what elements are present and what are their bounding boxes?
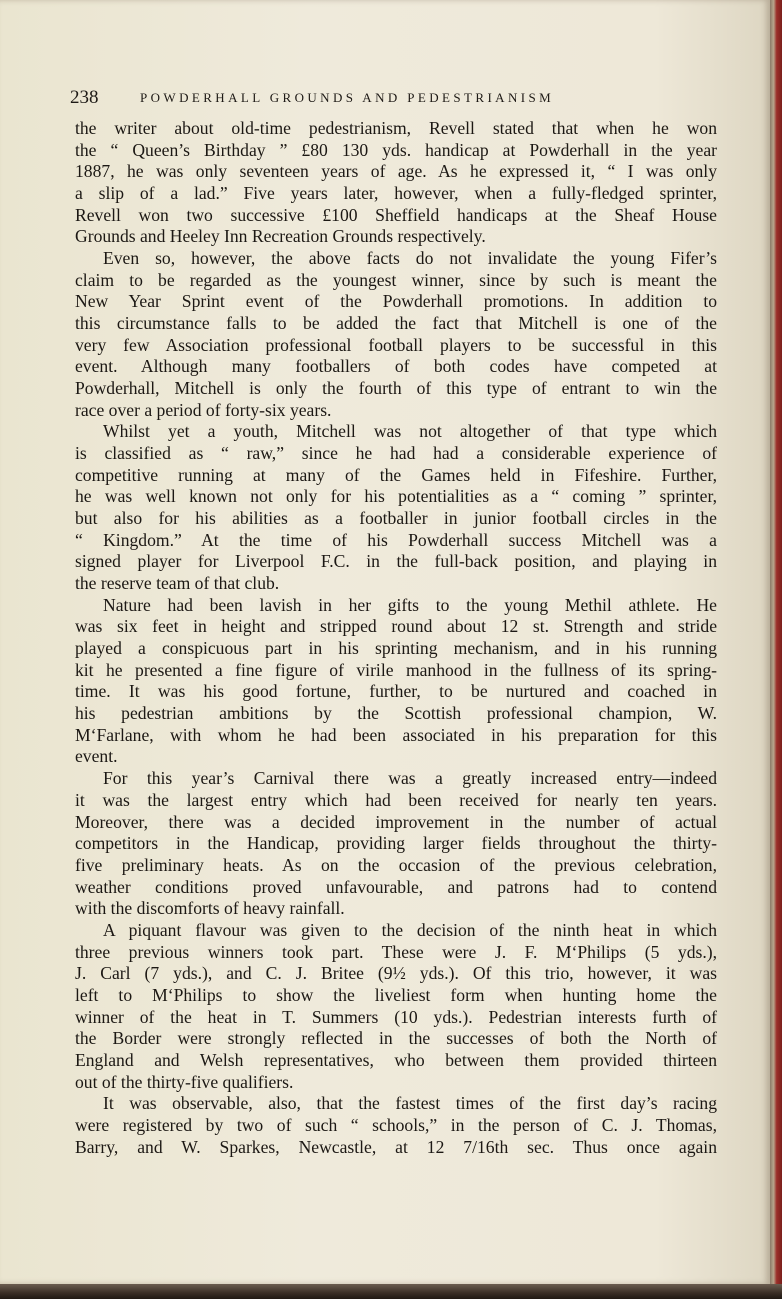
text-line: event. Although many footballers of both codes have competed at (75, 356, 717, 377)
text-line: England and Welsh representatives, who between them provided thirteen (75, 1049, 717, 1070)
paragraph (75, 248, 717, 421)
text-line: Barry, and W. Sparkes, Newcastle, at 12 7/16th sec. Thus once again (75, 1136, 717, 1157)
paragraph (75, 920, 717, 1093)
text-line: five preliminary heats. As on the occasion of the previous celebration, (75, 854, 717, 875)
text-line: Powderhall, Mitchell is only the fourth of this type of entrant to win the (75, 378, 717, 399)
page-header (70, 87, 720, 111)
text-line: race over a period of forty-six years. (75, 399, 332, 420)
book-edge-bottom (0, 1284, 782, 1299)
text-line: 1887, he was only seventeen years of age. As he expressed it, “ I was only (75, 161, 717, 182)
text-line: the reserve team of that club. (75, 573, 280, 594)
text-line: A piquant flavour was given to the decision of the ninth heat in which (103, 919, 717, 940)
text-line: left to M‘Philips to show the liveliest form when hunting home the (75, 984, 717, 1005)
text-line: New Year Sprint event of the Powderhall promotions. In addition to (75, 291, 717, 312)
text-line: time. It was his good fortune, further, to be nurtured and coached in (75, 681, 717, 702)
text-line: his pedestrian ambitions by the Scottish professional champion, W. (75, 703, 717, 724)
text-line: Nature had been lavish in her gifts to the young Methil athlete. He (103, 594, 717, 615)
text-line: were registered by two of such “ schools,” in the person of C. J. Thomas, (75, 1114, 717, 1135)
text-line: kit he presented a fine figure of virile manhood in the fullness of its spring- (75, 659, 717, 680)
text-line: Revell won two successive £100 Sheffield handicaps at the Sheaf House (75, 204, 717, 225)
text-line: the Border were strongly reflected in the successes of both the North of (75, 1028, 717, 1049)
text-line: played a conspicuous part in his sprinting mechanism, and in his running (75, 638, 717, 659)
paragraph (75, 118, 717, 248)
text-line: Moreover, there was a decided improvement in the number of actual (75, 811, 717, 832)
paragraph (75, 1093, 717, 1158)
text-line: weather conditions proved unfavourable, and patrons had to contend (75, 876, 717, 897)
text-line: with the discomforts of heavy rainfall. (75, 898, 345, 919)
text-line: was six feet in height and stripped round about 12 st. Strength and stride (75, 616, 717, 637)
text-line: event. (75, 746, 118, 767)
paragraph (75, 421, 717, 594)
text-line: For this year’s Carnival there was a greatly increased entry—indeed (103, 768, 717, 789)
text-line: signed player for Liverpool F.C. in the full-back position, and playing in (75, 551, 717, 572)
running-title: POWDERHALL GROUNDS AND PEDESTRIANISM (140, 90, 555, 105)
paragraph (75, 595, 717, 768)
paragraph (75, 768, 717, 920)
text-line: It was observable, also, that the fastest times of the first day’s racing (103, 1093, 717, 1114)
text-line: winner of the heat in T. Summers (10 yds.). Pedestrian interests furth of (75, 1006, 717, 1027)
text-line: Grounds and Heeley Inn Recreation Grounds respectively. (75, 226, 486, 247)
text-line: but also for his abilities as a footballer in junior football circles in the (75, 508, 717, 529)
text-line: “ Kingdom.” At the time of his Powderhall success Mitchell was a (75, 529, 717, 550)
book-edge-right (770, 0, 782, 1299)
text-line: is classified as “ raw,” since he had had a considerable experience of (75, 443, 717, 464)
text-line: M‘Farlane, with whom he had been associated in his preparation for this (75, 724, 717, 745)
text-line: the “ Queen’s Birthday ” £80 130 yds. handicap at Powderhall in the year (75, 139, 717, 160)
text-line: J. Carl (7 yds.), and C. J. Britee (9½ yds.). Of this trio, however, it was (75, 963, 717, 984)
text-line: very few Association professional football players to be successful in this (75, 334, 717, 355)
text-line: it was the largest entry which had been received for nearly ten years. (75, 789, 717, 810)
text-line: competitive running at many of the Games held in Fifeshire. Further, (75, 464, 717, 485)
text-line: three previous winners took part. These were J. F. M‘Philips (5 yds.), (75, 941, 717, 962)
text-line: a slip of a lad.” Five years later, however, when a fully-fledged sprinter, (75, 183, 717, 204)
text-line: he was well known not only for his potentialities as a “ coming ” sprinter, (75, 486, 717, 507)
text-line: Whilst yet a youth, Mitchell was not altogether of that type which (103, 421, 717, 442)
page-number: 238 (70, 87, 99, 108)
text-line: the writer about old-time pedestrianism, Revell stated that when he won (75, 118, 717, 138)
text-line: this circumstance falls to be added the fact that Mitchell is one of the (75, 313, 717, 334)
text-line: competitors in the Handicap, providing larger fields throughout the thirty- (75, 833, 717, 854)
body-text (75, 118, 717, 1158)
text-line: out of the thirty-five qualifiers. (75, 1071, 294, 1092)
text-line: Even so, however, the above facts do not invalidate the young Fifer’s (103, 248, 717, 269)
text-line: claim to be regarded as the youngest winner, since by such is meant the (75, 269, 717, 290)
